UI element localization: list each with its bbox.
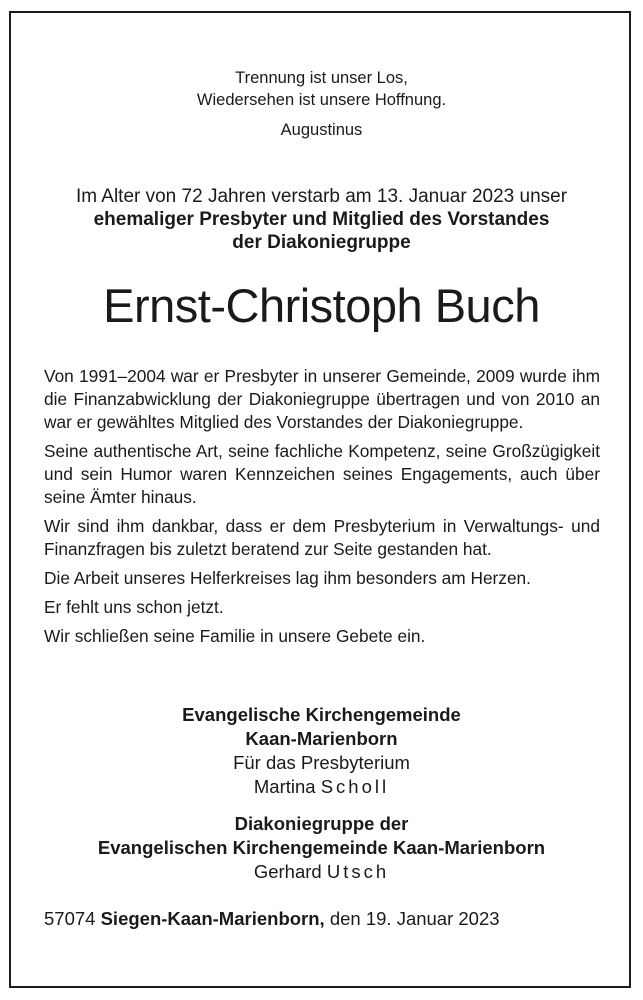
footer-postal-code: 57074: [44, 908, 96, 929]
signature-2-org-line-1: Diakoniegruppe der: [234, 813, 409, 834]
signature-1-person: [0, 775, 643, 799]
signature-1-org-line-1: Evangelische Kirchengemeinde: [182, 704, 461, 725]
paragraph-2: Seine authentische Art, seine fachliche Kompetenz, seine Großzügigkeit und sein Humor waren Kennzeichen seines Engagements, auch über seine Ämter hinaus.: [44, 441, 600, 507]
signature-2-org-line-2: Evangelischen Kirchengemeinde Kaan-Marienborn: [97, 837, 546, 858]
footer-date: den 19. Januar 2023: [329, 908, 500, 929]
deceased-name: Ernst-Christoph Buch: [103, 279, 540, 332]
motto-line-2: Wiedersehen ist unsere Hoffnung.: [196, 91, 447, 109]
paragraph-6: Wir schließen seine Familie in unsere Gebete ein.: [44, 626, 426, 646]
signature-2-first-name: Gerhard: [253, 861, 322, 882]
signature-1-role: Für das Presbyterium: [233, 752, 410, 773]
intro-announcement: [0, 185, 643, 254]
footer-place-date: [44, 908, 500, 930]
signature-2-last-name: Utsch: [326, 861, 390, 882]
motto-author: Augustinus: [280, 121, 363, 139]
intro-line-3: der Diakoniegruppe: [232, 232, 411, 253]
signature-2-person: [0, 860, 643, 884]
intro-line-2: ehemaliger Presbyter und Mitglied des Vorstandes: [93, 209, 550, 230]
paragraph-1: Von 1991–2004 war er Presbyter in unserer Gemeinde, 2009 wurde ihm die Finanzabwicklung der Diakoniegruppe übertragen und von 2010 an war er gewähltes Mitglied des Vorstandes der Diakoniegruppe.: [44, 366, 600, 432]
signature-block-2: [0, 812, 643, 884]
footer-place: Siegen-Kaan-Marienborn,: [100, 908, 325, 929]
signature-1-first-name: Martina: [253, 776, 316, 797]
paragraph-5: Er fehlt uns schon jetzt.: [44, 597, 224, 617]
intro-line-1: Im Alter von 72 Jahren verstarb am 13. Januar 2023 unser: [75, 186, 568, 207]
motto-quote: [0, 67, 643, 111]
paragraph-3: Wir sind ihm dankbar, dass er dem Presbyterium in Verwaltungs- und Finanzfragen bis zuletzt beratend zur Seite gestanden hat.: [44, 516, 600, 559]
signature-1-org-line-2: Kaan-Marienborn: [245, 728, 398, 749]
signature-1-last-name: Scholl: [320, 776, 390, 797]
paragraph-4: Die Arbeit unseres Helferkreises lag ihm besonders am Herzen.: [44, 568, 531, 588]
obituary-body: [44, 365, 600, 654]
motto-line-1: Trennung ist unser Los,: [235, 69, 408, 87]
signature-block-1: [0, 703, 643, 799]
